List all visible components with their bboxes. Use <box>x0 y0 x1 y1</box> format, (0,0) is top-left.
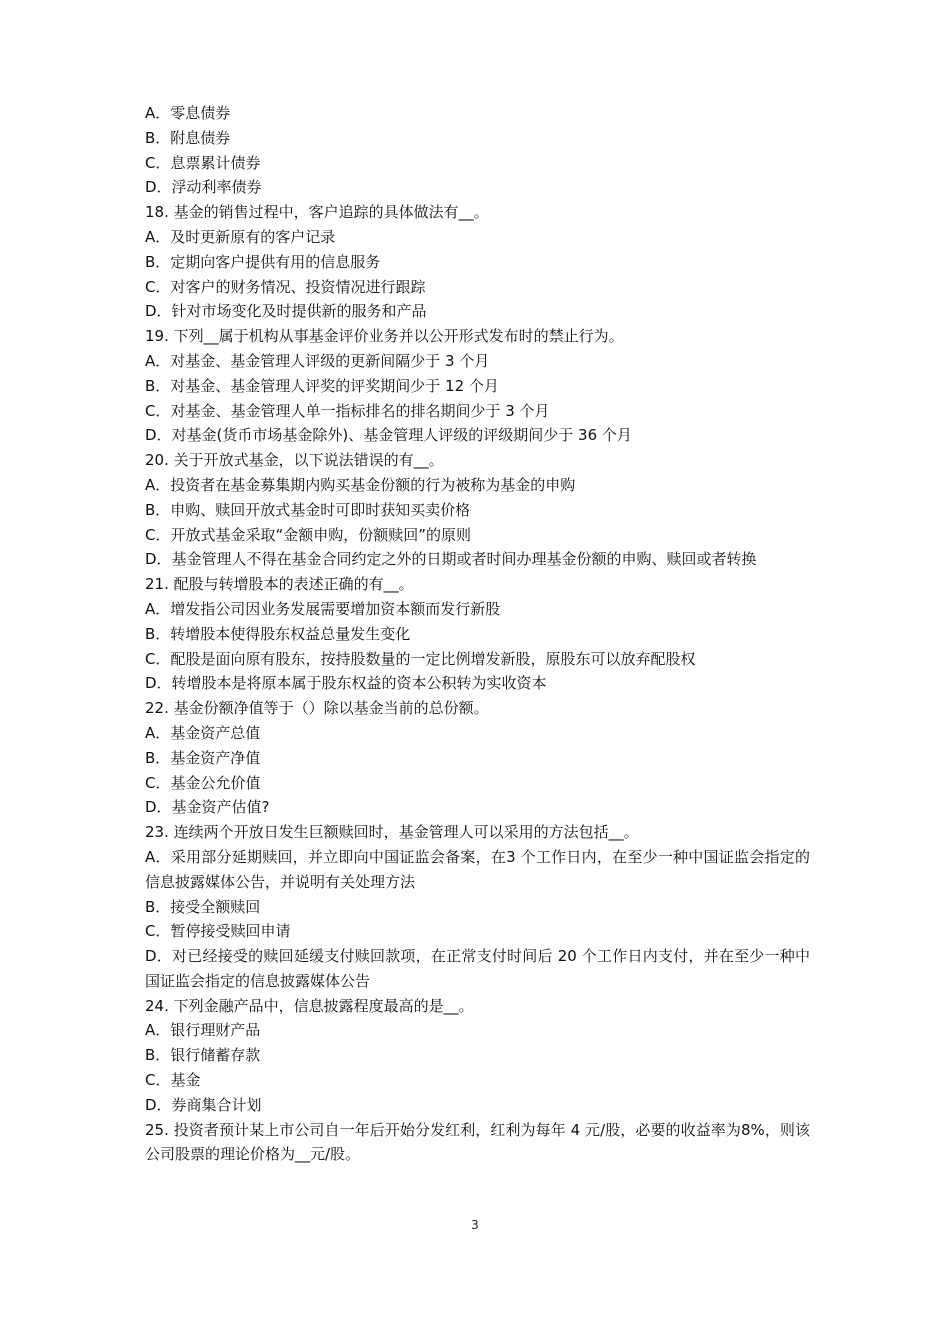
answer-option: D．对基金(货币市场基金除外)、基金管理人评级的评级期间少于 36 个月 <box>145 426 632 445</box>
answer-option: C．对基金、基金管理人单一指标排名的排名期间少于 3 个月 <box>145 401 550 420</box>
question-stem: 23. 连续两个开放日发生巨额赎回时，基金管理人可以采用的方法包括__。 <box>145 823 639 842</box>
answer-option: B．申购、赎回开放式基金时可即时获知买卖价格 <box>145 500 471 519</box>
answer-option: B．附息债券 <box>145 128 231 147</box>
answer-option: A．采用部分延期赎回，并立即向中国证监会备案，在3 个工作日内，在至少一种中国证监会指定的信息披露媒体公告，并说明有关处理方法 <box>145 847 810 891</box>
question-stem: 20. 关于开放式基金，以下说法错误的有__。 <box>145 451 444 470</box>
answer-option: D．浮动利率债券 <box>145 178 262 197</box>
answer-option: B．接受全额赎回 <box>145 897 261 916</box>
answer-option: D．券商集合计划 <box>145 1095 262 1114</box>
answer-option: C．对客户的财务情况、投资情况进行跟踪 <box>145 277 426 296</box>
answer-option: C．配股是面向原有股东，按持股数量的一定比例增发新股，原股东可以放弃配股权 <box>145 649 696 668</box>
answer-option: C．息票累计债券 <box>145 153 261 172</box>
question-stem: 18. 基金的销售过程中，客户追踪的具体做法有__。 <box>145 203 489 222</box>
question-list <box>145 101 810 1167</box>
answer-option: B．转增股本使得股东权益总量发生变化 <box>145 624 411 643</box>
answer-option: D．基金资产估值? <box>145 798 270 817</box>
page-number: 3 <box>471 1218 479 1232</box>
answer-option: A．投资者在基金募集期内购买基金份额的行为被称为基金的申购 <box>145 475 576 494</box>
answer-option: C．开放式基金采取“金额申购，份额赎回”的原则 <box>145 525 472 544</box>
answer-option: B．对基金、基金管理人评奖的评奖期间少于 12 个月 <box>145 376 499 395</box>
answer-option: A．零息债券 <box>145 104 231 122</box>
answer-option: C．基金 <box>145 1071 201 1090</box>
answer-option: A．银行理财产品 <box>145 1021 261 1040</box>
question-stem: 24. 下列金融产品中，信息披露程度最高的是__。 <box>145 996 474 1015</box>
answer-option: B．银行储蓄存款 <box>145 1046 261 1065</box>
answer-option: A．基金资产总值 <box>145 723 261 742</box>
question-stem: 19. 下列__属于机构从事基金评价业务并以公开形式发布时的禁止行为。 <box>145 327 624 346</box>
answer-option: A．增发指公司因业务发展需要增加资本额而发行新股 <box>145 599 501 618</box>
answer-option: C．基金公允价值 <box>145 773 261 792</box>
answer-option: D．基金管理人不得在基金合同约定之外的日期或者时间办理基金份额的申购、赎回或者转换 <box>145 550 757 569</box>
answer-option: D．针对市场变化及时提供新的服务和产品 <box>145 302 427 321</box>
answer-option: A．对基金、基金管理人评级的更新间隔少于 3 个月 <box>145 351 490 370</box>
answer-option: A．及时更新原有的客户记录 <box>145 227 336 246</box>
answer-option: B．定期向客户提供有用的信息服务 <box>145 252 381 271</box>
question-stem: 21. 配股与转增股本的表述正确的有__。 <box>145 575 414 594</box>
answer-option: B．基金资产净值 <box>145 748 261 767</box>
answer-option: D．对已经接受的赎回延缓支付赎回款项，在正常支付时间后 20 个工作日内支付，并在至少一种中国证监会指定的信息披露媒体公告 <box>145 947 810 990</box>
question-stem: 22. 基金份额净值等于（）除以基金当前的总份额。 <box>145 699 489 718</box>
answer-option: D．转增股本是将原本属于股东权益的资本公积转为实收资本 <box>145 674 547 693</box>
question-stem: 25. 投资者预计某上市公司自一年后开始分发红利，红利为每年 4 元/股，必要的收益率为8%，则该公司股票的理论价格为__元/股。 <box>145 1120 810 1164</box>
answer-option: C．暂停接受赎回申请 <box>145 922 291 941</box>
